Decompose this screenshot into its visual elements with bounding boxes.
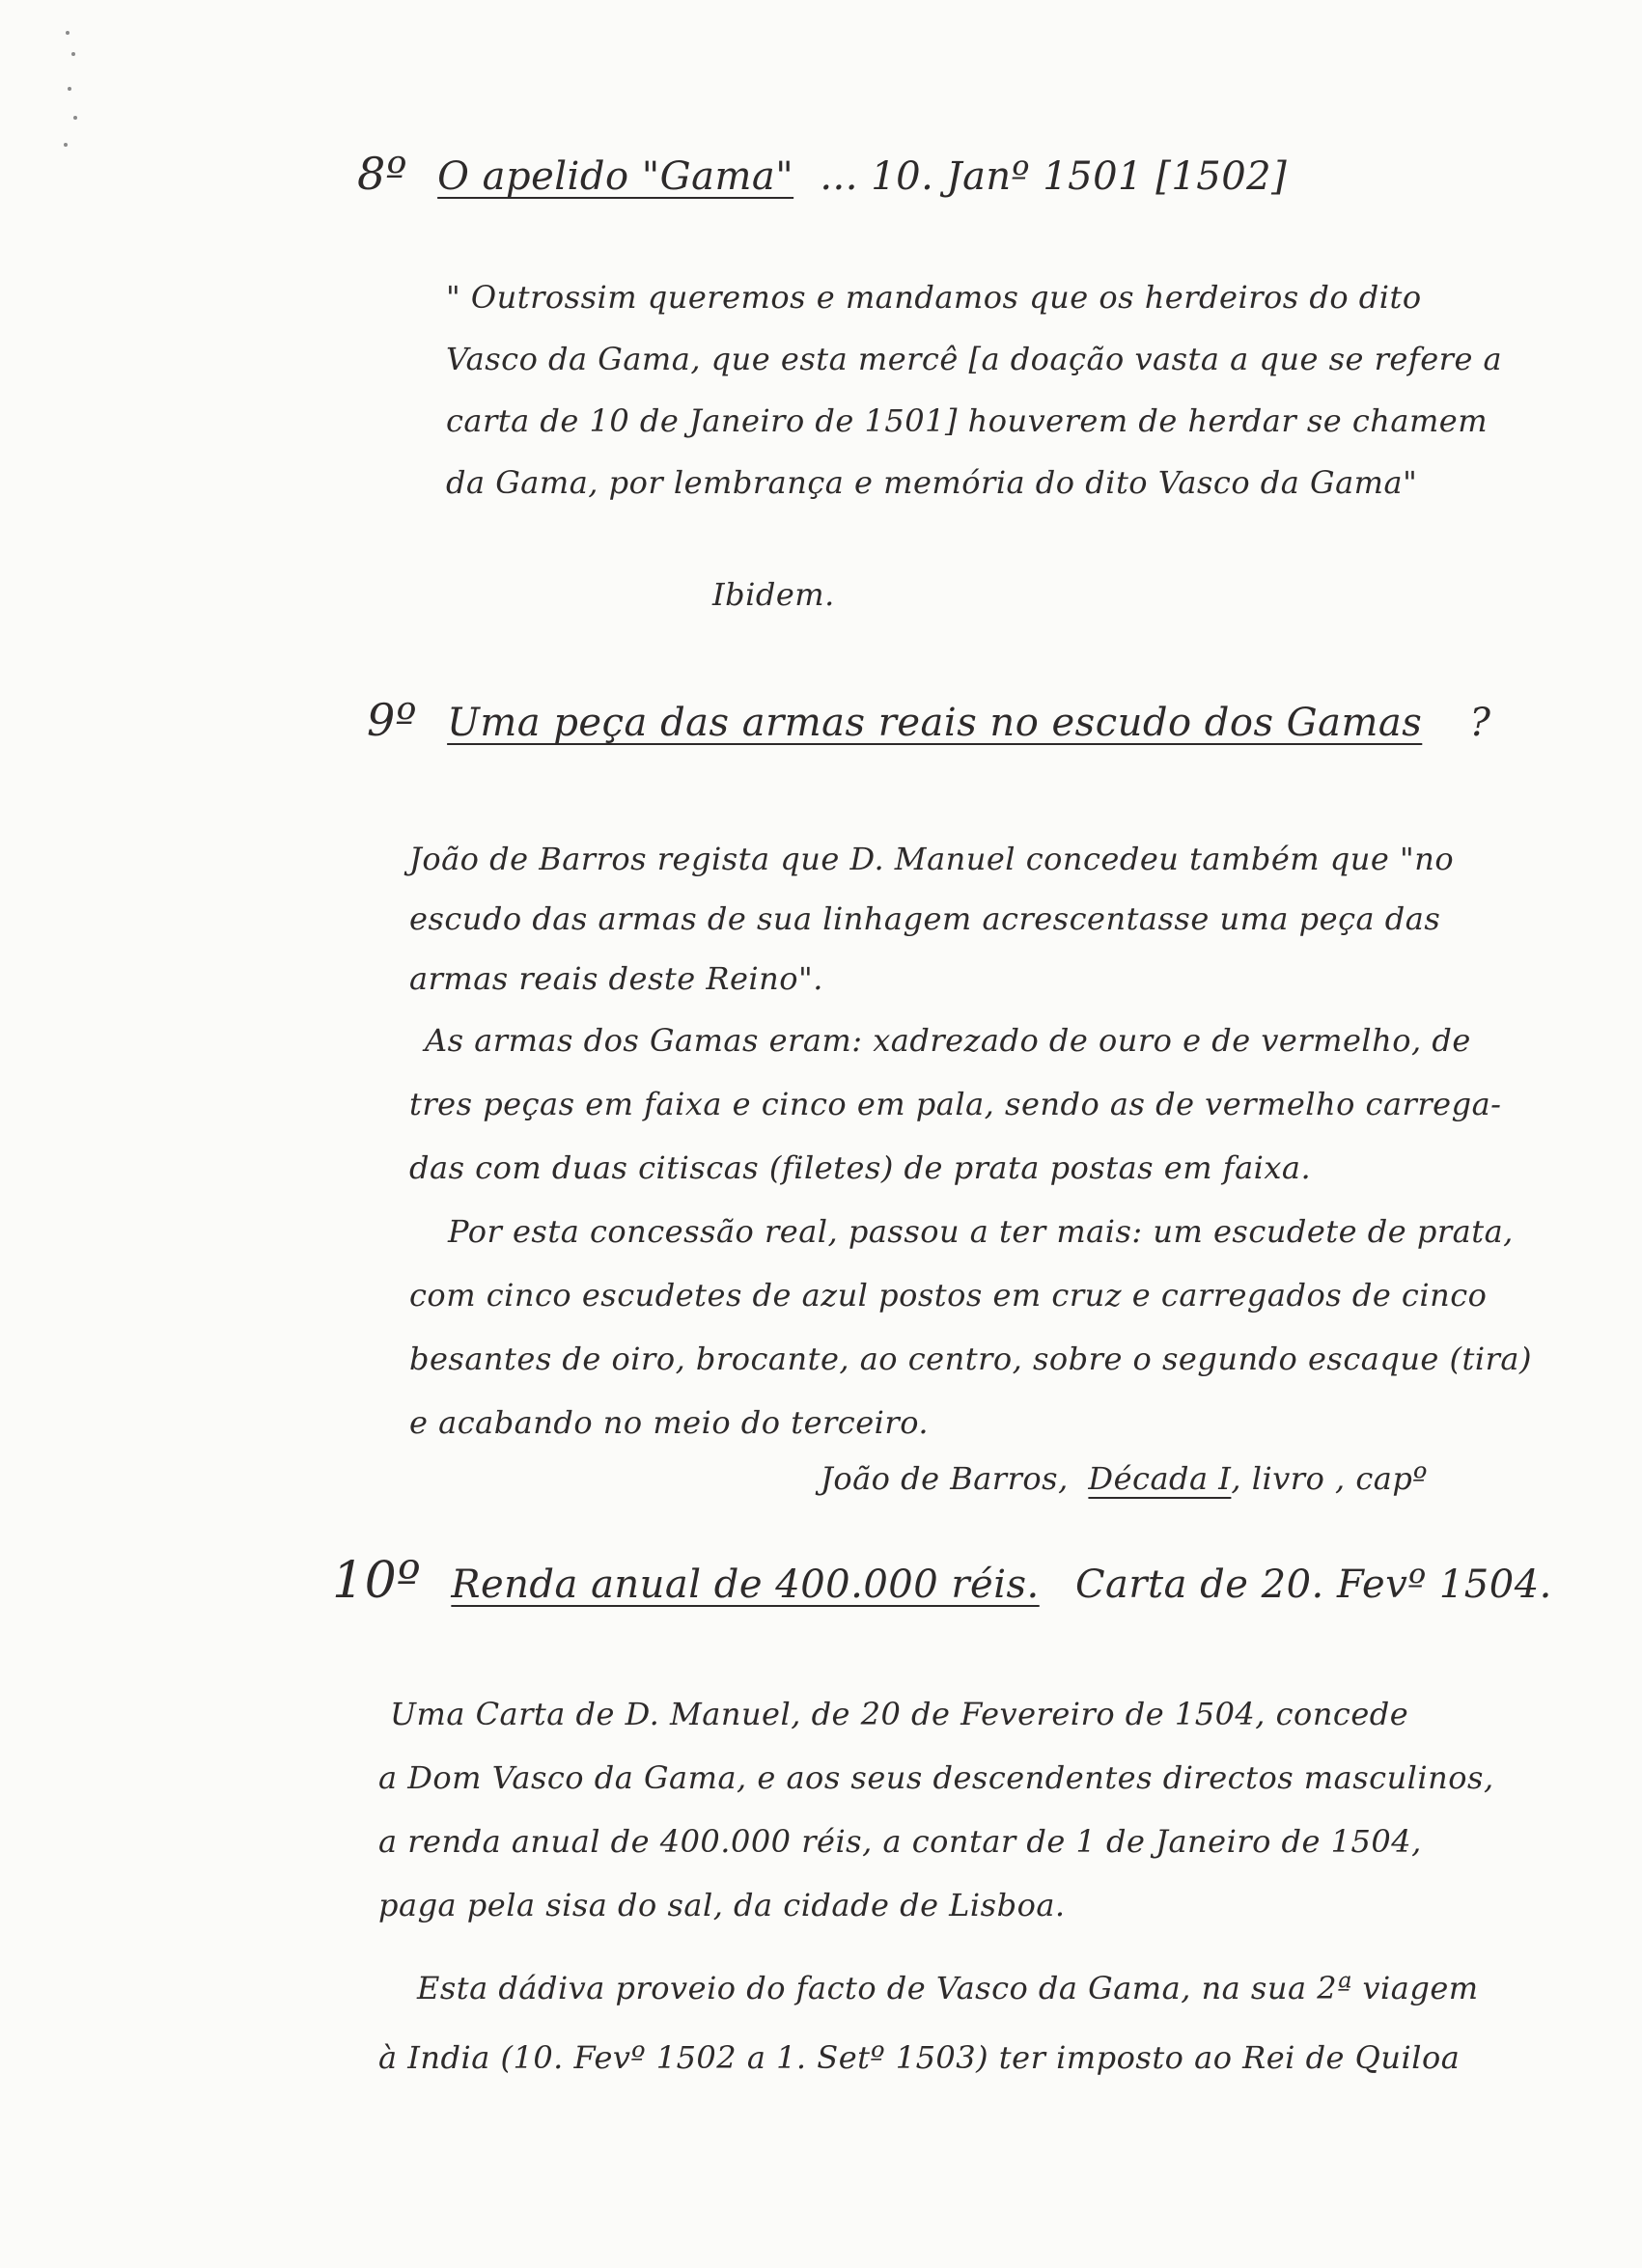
section-10-title: Renda anual de 400.000 réis. <box>451 1563 1040 1607</box>
section-9-suffix: ? <box>1469 701 1491 745</box>
section-9-line: armas reais deste Reino". <box>409 960 823 997</box>
section-10-line: à India (10. Fevº 1502 a 1. Setº 1503) ter imposto ao Rei de Quiloa <box>378 2039 1461 2076</box>
section-8-quote-line: Vasco da Gama, que esta mercê [a doação vasta a que se refere a <box>446 341 1503 377</box>
section-9-line: com cinco escudetes de azul postos em cruz e carregados de cinco <box>409 1277 1488 1314</box>
section-9-title: Uma peça das armas reais no escudo dos Gamas <box>447 701 1423 745</box>
section-8-source: Ibidem. <box>712 576 835 613</box>
section-9-heading <box>367 694 1491 746</box>
section-8-number: 8º <box>357 148 407 200</box>
section-10-number: 10º <box>332 1552 422 1610</box>
paper-edge-marks <box>60 19 79 154</box>
section-9-line: escudo das armas de sua linhagem acrescentasse uma peça das <box>409 900 1441 937</box>
section-9-citation <box>821 1459 1428 1498</box>
citation-work: Década I <box>1088 1460 1232 1497</box>
section-10-line: Esta dádiva proveio do facto de Vasco da Gama, na sua 2ª viagem <box>417 1970 1479 2006</box>
section-9-line: das com duas citiscas (filetes) de prata postas em faixa. <box>409 1149 1312 1186</box>
section-8-quote-line: " Outrossim queremos e mandamos que os herdeiros do dito <box>446 279 1422 316</box>
citation-author: João de Barros, <box>821 1460 1069 1497</box>
section-10-line: a Dom Vasco da Gama, e aos seus descendentes directos masculinos, <box>378 1759 1494 1796</box>
section-8-title: O apelido "Gama" <box>437 154 794 199</box>
section-8-quote-line: carta de 10 de Janeiro de 1501] houverem de herdar se chamem <box>446 402 1489 439</box>
section-10-heading <box>332 1552 1552 1610</box>
section-9-line: besantes de oiro, brocante, ao centro, sobre o segundo escaque (tira) <box>409 1341 1532 1377</box>
section-8-quote-line: da Gama, por lembrança e memória do dito Vasco da Gama" <box>446 464 1418 501</box>
section-10-date: Carta de 20. Fevº 1504. <box>1074 1563 1552 1607</box>
section-8-heading <box>357 148 1288 200</box>
section-9-line: tres peças em faixa e cinco em pala, sendo as de vermelho carrega- <box>409 1086 1502 1122</box>
section-9-line: João de Barros regista que D. Manuel concedeu também que "no <box>409 841 1455 877</box>
citation-rest: , livro , capº <box>1231 1460 1428 1497</box>
section-10-line: a renda anual de 400.000 réis, a contar de 1 de Janeiro de 1504, <box>378 1823 1422 1860</box>
section-9-line: Por esta concessão real, passou a ter mais: um escudete de prata, <box>448 1213 1514 1250</box>
section-10-line: Uma Carta de D. Manuel, de 20 de Fevereiro de 1504, concede <box>390 1696 1409 1732</box>
section-8-date: ... 10. Janº 1501 [1502] <box>820 154 1288 199</box>
section-9-line: As armas dos Gamas eram: xadrezado de ouro e de vermelho, de <box>425 1022 1471 1059</box>
section-10-line: paga pela sisa do sal, da cidade de Lisboa. <box>378 1887 1066 1923</box>
section-9-number: 9º <box>367 694 417 746</box>
section-9-line: e acabando no meio do terceiro. <box>409 1404 930 1441</box>
